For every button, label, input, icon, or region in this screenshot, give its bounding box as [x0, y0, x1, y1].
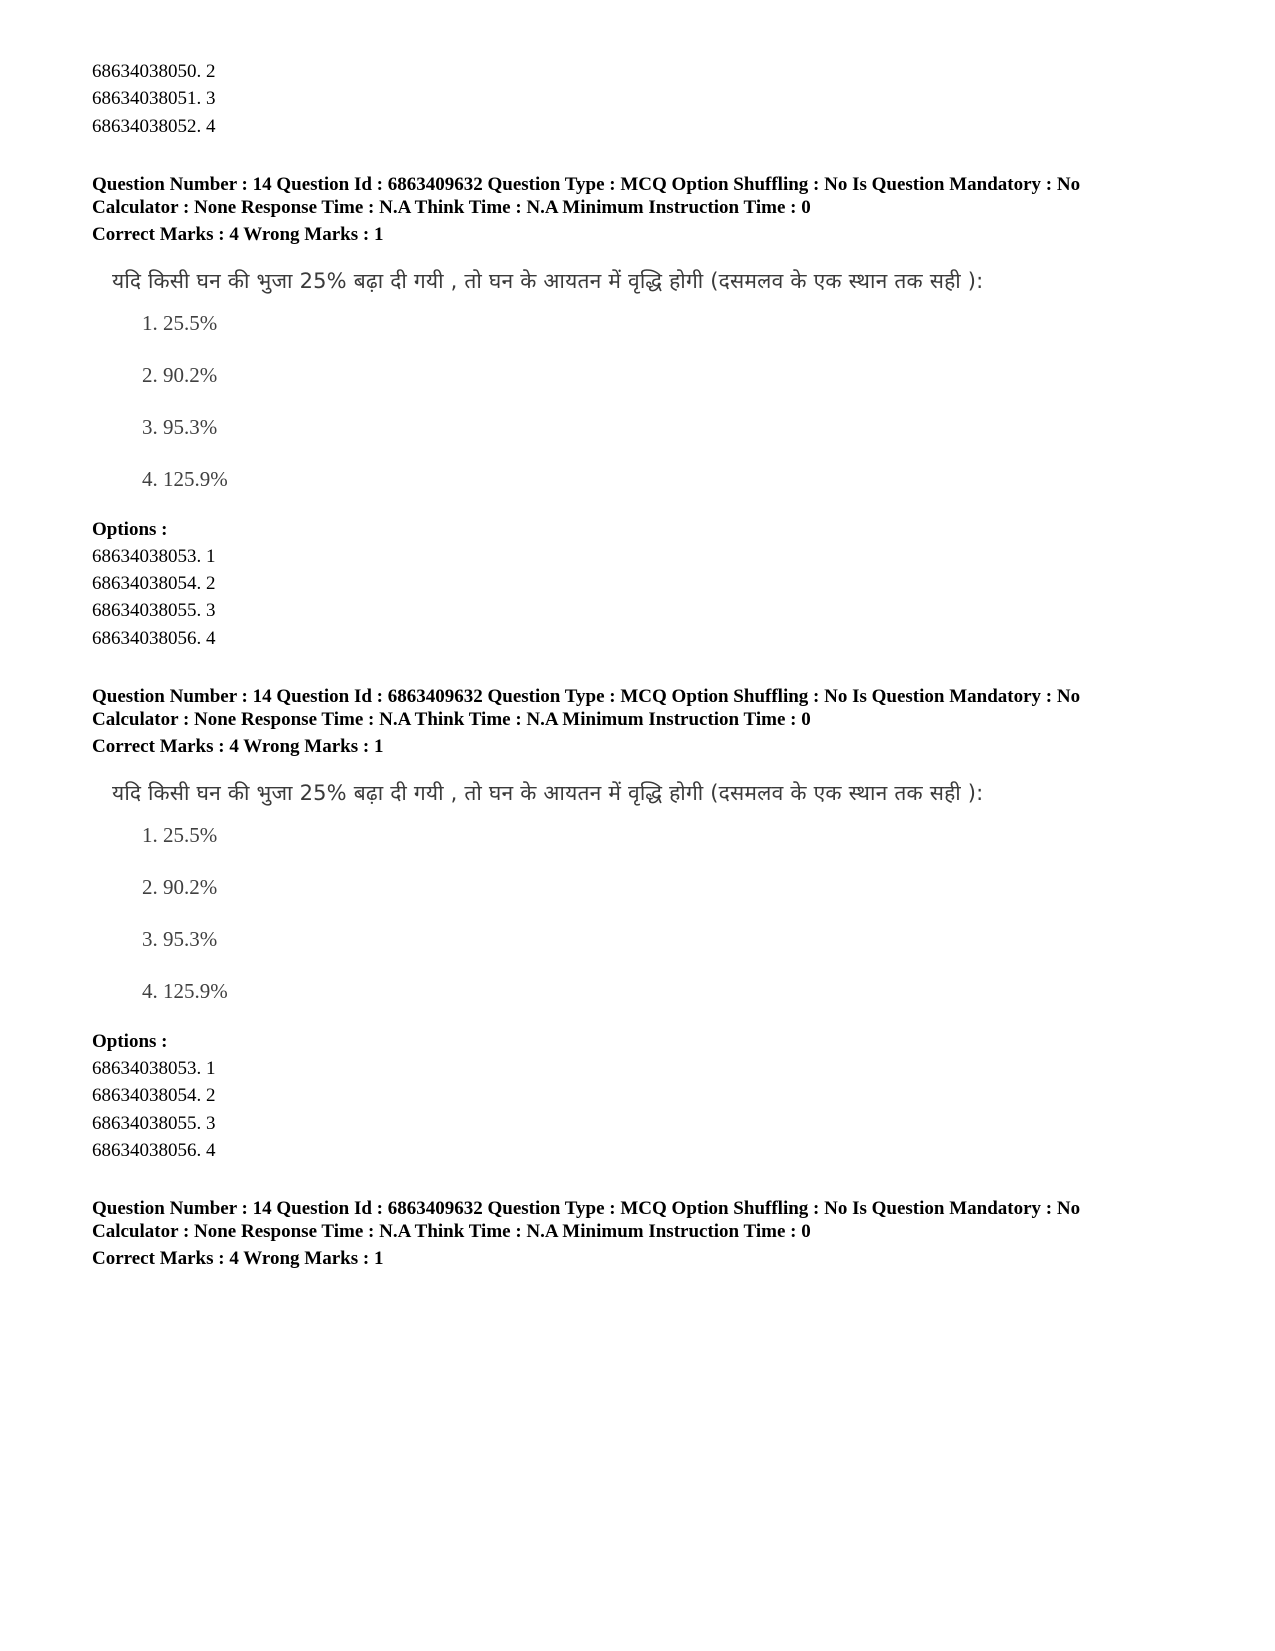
question-choices [142, 308, 1092, 516]
option-id-line: 68634038054. 2 [92, 1085, 216, 1107]
question-meta-line: Calculator : None Response Time : N.A Think Time : N.A Minimum Instruction Time : 0 [92, 709, 811, 731]
question-choice: 2. 90.2% [142, 362, 218, 387]
question-marks: Correct Marks : 4 Wrong Marks : 1 [92, 1248, 384, 1270]
question-meta-line: Question Number : 14 Question Id : 6863409632 Question Type : MCQ Option Shuffling : No Is Question Mandatory : No [92, 1198, 1081, 1220]
question-image [112, 266, 1092, 516]
question-choice: 1. 25.5% [142, 823, 218, 848]
question-meta-line: Question Number : 14 Question Id : 6863409632 Question Type : MCQ Option Shuffling : No Is Question Mandatory : No [92, 686, 1081, 708]
question-block [92, 1164, 1192, 1270]
option-id-line: 68634038056. 4 [92, 1139, 216, 1161]
option-id-line: 68634038055. 3 [92, 600, 216, 622]
option-id-line: 68634038055. 3 [92, 1112, 216, 1134]
question-choice: 4. 125.9% [142, 979, 228, 1004]
question-choice: 4. 125.9% [142, 466, 228, 491]
option-id-line: 68634038053. 1 [92, 545, 216, 567]
question-text: यदि किसी घन की भुजा 25% बढ़ा दी गयी , तो घन के आयतन में वृद्धि होगी (दसमलव के एक स्थान तक सही ): [112, 781, 984, 806]
option-id-line: 68634038054. 2 [92, 573, 216, 595]
question-block [92, 140, 1192, 652]
option-id-line: 68634038056. 4 [92, 627, 216, 649]
question-choices [142, 820, 1092, 1028]
option-id-line: 68634038052. 4 [92, 115, 216, 137]
question-block [92, 652, 1192, 1164]
question-choice: 3. 95.3% [142, 927, 218, 952]
options-heading: Options : [92, 518, 168, 540]
question-marks: Correct Marks : 4 Wrong Marks : 1 [92, 223, 384, 245]
option-id-line: 68634038051. 3 [92, 88, 216, 110]
top-option-list [92, 58, 1192, 140]
document-page [92, 58, 1192, 1270]
question-meta-line: Question Number : 14 Question Id : 6863409632 Question Type : MCQ Option Shuffling : No Is Question Mandatory : No [92, 173, 1081, 195]
question-meta-line: Calculator : None Response Time : N.A Think Time : N.A Minimum Instruction Time : 0 [92, 196, 811, 218]
question-choice: 2. 90.2% [142, 875, 218, 900]
question-choice: 1. 25.5% [142, 310, 218, 335]
question-meta-line: Calculator : None Response Time : N.A Think Time : N.A Minimum Instruction Time : 0 [92, 1221, 811, 1243]
option-id-line: 68634038053. 1 [92, 1058, 216, 1080]
question-choice: 3. 95.3% [142, 414, 218, 439]
question-image [112, 778, 1092, 1028]
question-marks: Correct Marks : 4 Wrong Marks : 1 [92, 736, 384, 758]
option-id-line: 68634038050. 2 [92, 61, 216, 82]
question-text: यदि किसी घन की भुजा 25% बढ़ा दी गयी , तो घन के आयतन में वृद्धि होगी (दसमलव के एक स्थान तक सही ): [112, 268, 984, 293]
options-heading: Options : [92, 1031, 168, 1053]
